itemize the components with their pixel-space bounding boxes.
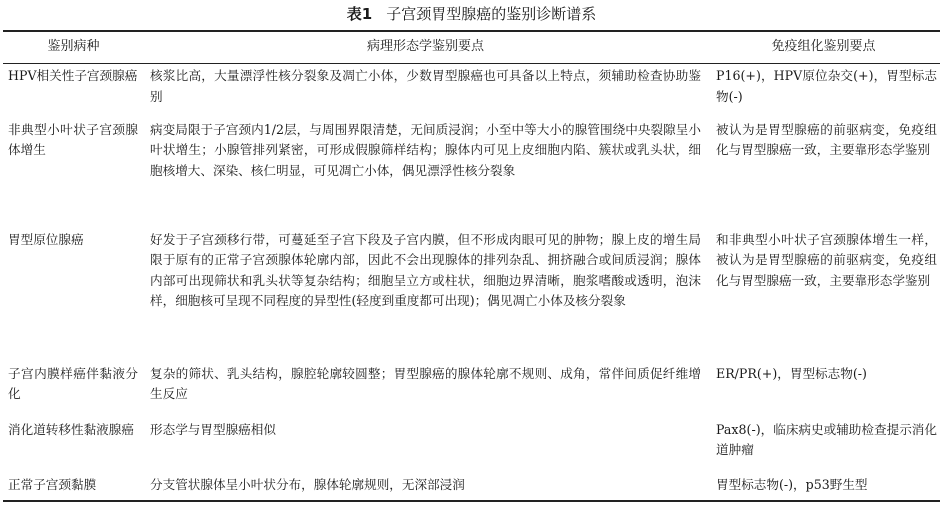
row-disease-name: 胃型原位腺癌 (8, 231, 84, 247)
row-morphology: 病变局限于子宫颈内1/2层，与周围界限清楚，无间质浸润；小至中等大小的腺管围绕中央裂隙呈小叶状增生；小腺管排列紧密，可形成假腺筛样结构；腺体内可见上皮细胞内陷、簇状或乳头状，细胞核增大、深染、核仁明显，可见凋亡小体，偶见漂浮性核分裂象 (150, 121, 701, 178)
row-morphology: 好发于子宫颈移行带，可蔓延至子宫下段及子宫内膜，但不形成肉眼可见的肿物；腺上皮的增生局限于原有的正常子宫颈腺体轮廓内部，因此不会出现腺体的排列杂乱、拥挤融合或间质浸润；腺体内部可出现筛状和乳头状等复杂结构；细胞呈立方或柱状，细胞边界清晰，胞浆嗜酸或透明，泡沫样，细胞核可呈现不同程度的异型性(轻度到重度都可出现)；偶见凋亡小体及核分裂象 (150, 231, 701, 308)
row-disease-name: 正常子宫颈黏膜 (8, 476, 97, 492)
table-title: 子宫颈胃型腺癌的鉴别诊断谱系 (386, 5, 597, 23)
row-immunohistochemistry: ER/PR(+)，胃型标志物(-) (716, 365, 867, 381)
row-disease-name: 非典型小叶状子宫颈腺体增生 (8, 121, 138, 157)
table-header-row (3, 31, 940, 64)
row-immunohistochemistry: 和非典型小叶状子宫颈腺体增生一样，被认为是胃型腺癌的前驱病变，免疫组化与胃型腺癌一致，主要靠形态学鉴别 (716, 231, 937, 288)
table-label: 表1 (346, 5, 373, 23)
header-morphology: 病理形态学鉴别要点 (366, 39, 484, 55)
row-immunohistochemistry: 胃型标志物(-)，p53野生型 (716, 476, 868, 492)
table-row (3, 362, 940, 418)
row-immunohistochemistry: 被认为是胃型腺癌的前驱病变，免疫组化与胃型腺癌一致，主要靠形态学鉴别 (716, 121, 937, 157)
table-caption (0, 4, 943, 24)
header-disease: 鉴别病种 (47, 39, 100, 55)
table-row (3, 418, 940, 473)
table-row (3, 228, 940, 362)
table-row (3, 64, 940, 118)
header-immunohistochemistry: 免疫组化鉴别要点 (771, 39, 876, 55)
row-morphology: 复杂的筛状、乳头结构，腺腔轮廓较圆整；胃型腺癌的腺体轮廓不规则、成角，常伴间质促纤维增生反应 (150, 365, 701, 401)
row-disease-name: 消化道转移性黏液腺癌 (8, 421, 134, 437)
table-row (3, 473, 940, 501)
differential-diagnosis-table (3, 30, 940, 502)
row-immunohistochemistry: Pax8(-)，临床病史或辅助检查提示消化道肿瘤 (716, 421, 937, 457)
row-immunohistochemistry: P16(+)，HPV原位杂交(+)，胃型标志物(-) (716, 68, 937, 104)
row-morphology: 核浆比高，大量漂浮性核分裂象及凋亡小体，少数胃型腺癌也可具备以上特点，须辅助检查协助鉴别 (150, 68, 701, 104)
row-disease-name: HPV相关性子宫颈腺癌 (8, 68, 138, 83)
row-disease-name: 子宫内膜样癌伴黏液分化 (8, 365, 138, 401)
table-row (3, 118, 940, 228)
row-morphology: 分支管状腺体呈小叶状分布，腺体轮廓规则，无深部浸润 (150, 476, 465, 492)
row-morphology: 形态学与胃型腺癌相似 (150, 421, 276, 437)
